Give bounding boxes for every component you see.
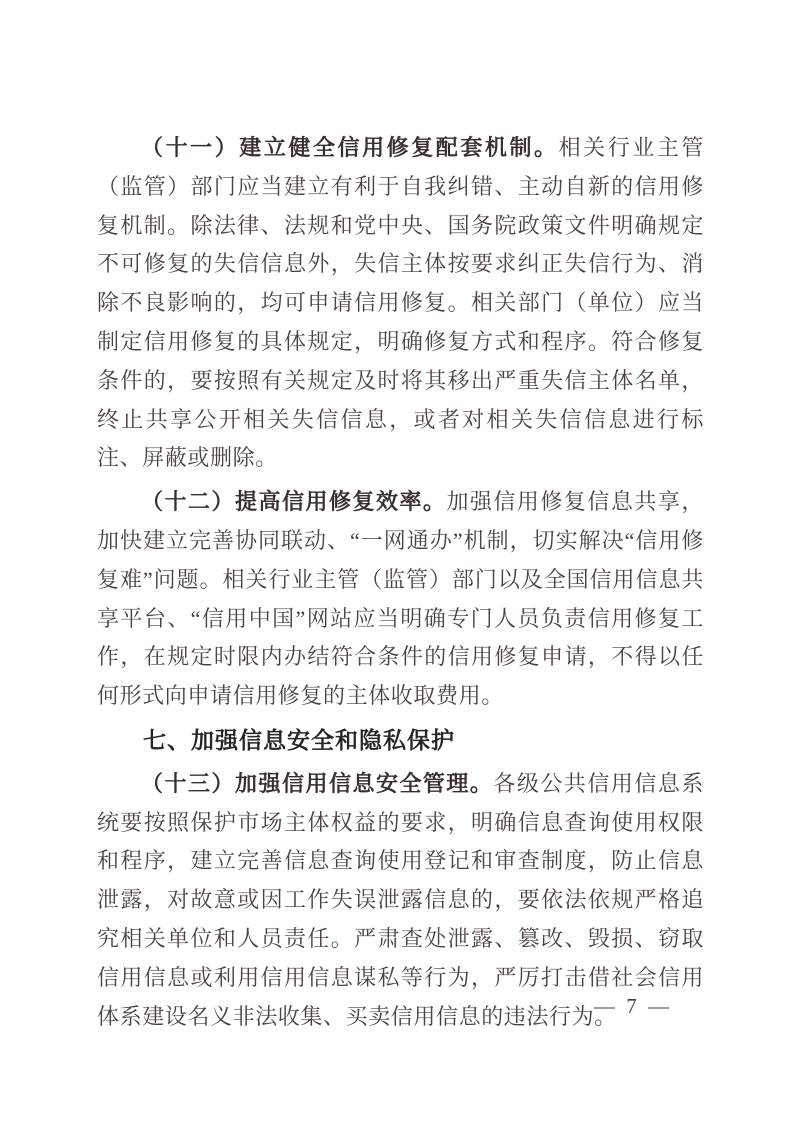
paragraph-item-11 [97, 129, 704, 478]
document-content [97, 129, 704, 1036]
paragraph-body-12: 加强信用修复信息共享，加快建立完善协同联动、“一网通办”机制，切实解决“信用修复难”问题。相关行业主管（监管）部门以及全国信用信息共享平台、“信用中国”网站应当明确专门人员负责信用修复工作，在规定时限内办结符合条件的信用修复申请，不得以任何形式向申请信用修复的主体收取费用。 [97, 489, 704, 709]
page-number: — 7 — [594, 994, 672, 1018]
section-heading-7: 七、加强信息安全和隐私保护 [143, 726, 455, 753]
paragraph-item-12 [97, 483, 704, 716]
paragraph-lead-13: （十三）加强信用信息安全管理。 [141, 770, 494, 796]
paragraph-lead-12: （十二）提高信用修复效率。 [141, 489, 447, 515]
paragraph-lead-11: （十一）建立健全信用修复配套机制。 [141, 135, 559, 160]
paragraph-body-11: 相关行业主管（监管）部门应当建立有利于自我纠错、主动自新的信用修复机制。除法律、法规和党中央、国务院政策文件明确规定不可修复的失信信息外，失信主体按要求纠正失信行为、消除不良影响的，均可申请信用修复。相关部门（单位）应当制定信用修复的具体规定，明确修复方式和程序。符合修复条件的，要按照有关规定及时将其移出严重失信主体名单，终止共享公开相关失信信息，或者对相关失信信息进行标注、屏蔽或删除。 [97, 135, 704, 471]
paragraph-body-13: 各级公共信用信息系统要按照保护市场主体权益的要求，明确信息查询使用权限和程序，建立完善信息查询使用登记和审查制度，防止信息泄露，对故意或因工作失误泄露信息的，要依法依规严格追究相关单位和人员责任。严肃查处泄露、篡改、毁损、窃取信用信息或利用信用信息谋私等行为，严厉打击借社会信用体系建设名义非法收集、买卖信用信息的违法行为。 [97, 770, 704, 1029]
